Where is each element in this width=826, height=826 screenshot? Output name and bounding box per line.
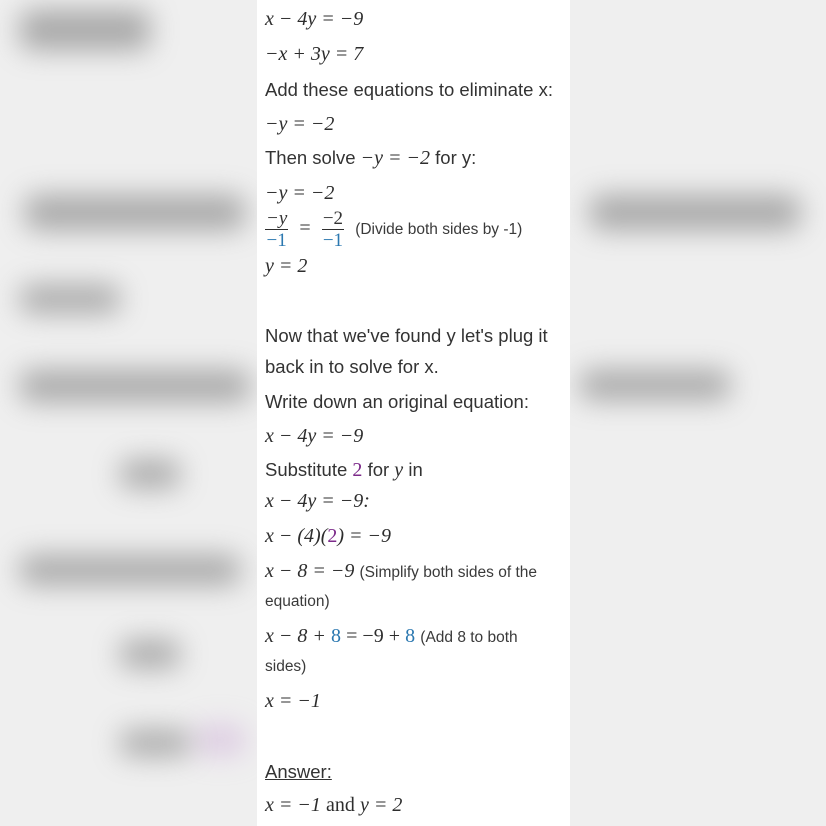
y-result: y = 2 xyxy=(265,255,308,277)
substituted-equation xyxy=(265,525,566,548)
x-result: x = −1 xyxy=(265,690,321,712)
substitute-value: 2 xyxy=(352,459,363,481)
fraction-step xyxy=(265,209,566,250)
left-numerator: −y xyxy=(266,208,288,229)
substitute-line xyxy=(265,459,566,482)
add-eight-value-1: 8 xyxy=(331,625,342,647)
right-numerator: −2 xyxy=(322,208,344,229)
substitute-variable: y xyxy=(394,459,404,481)
write-down-text: Write down an original equation: xyxy=(265,391,529,412)
sum-equation: −y = −2 xyxy=(265,113,335,135)
right-denominator: −1 xyxy=(322,230,344,251)
answer-y: y = 2 xyxy=(360,794,403,816)
substitute-in: in xyxy=(408,459,423,480)
substitute-for: for xyxy=(367,459,390,480)
add-eight-value-2: 8 xyxy=(405,625,416,647)
then-solve-line xyxy=(265,147,566,170)
substitute-word: Substitute xyxy=(265,459,348,480)
add-instruction: Add these equations to eliminate x: xyxy=(265,79,553,100)
divide-note: (Divide both sides by -1) xyxy=(355,220,523,238)
plug-text-2: back in to solve for x. xyxy=(265,356,439,377)
equation-1: x − 4y = −9 xyxy=(265,8,364,30)
left-denominator: −1 xyxy=(266,230,287,251)
left-fraction xyxy=(265,209,288,250)
final-answer xyxy=(265,794,566,817)
add-eight-part-c: = −9 + xyxy=(346,625,400,647)
answer-and: and xyxy=(326,794,355,816)
then-solve-equation: −y = −2 xyxy=(360,147,431,169)
answer-label: Answer: xyxy=(265,761,332,782)
simplify-note-2: equation) xyxy=(265,593,330,610)
add-eight-part-a: x − 8 + xyxy=(265,625,326,647)
then-solve-for: for y: xyxy=(435,147,477,168)
original-equation: x − 4y = −9 xyxy=(265,425,364,447)
add-eight-line xyxy=(265,625,566,648)
equation-2: −x + 3y = 7 xyxy=(265,43,364,65)
step-equation: −y = −2 xyxy=(265,182,335,204)
fraction-equals: = xyxy=(299,217,311,240)
then-solve-text: Then solve xyxy=(265,147,356,168)
simplify-line xyxy=(265,560,566,583)
solution-panel xyxy=(257,0,570,826)
answer-x: x = −1 xyxy=(265,794,321,816)
simplify-note-1: (Simplify both sides of the xyxy=(359,564,537,581)
substituted-part-a: x − (4)( xyxy=(265,525,328,547)
add-eight-note-2: sides) xyxy=(265,658,307,675)
simplified-equation: x − 8 = −9 xyxy=(265,560,355,582)
substitution-target-equation: x − 4y = −9: xyxy=(265,490,370,512)
substituted-part-b: ) = −9 xyxy=(337,525,392,547)
plug-text-1: Now that we've found y let's plug it xyxy=(265,325,548,346)
right-fraction xyxy=(322,209,344,250)
add-eight-note-1: (Add 8 to both xyxy=(420,629,518,646)
substituted-value: 2 xyxy=(327,525,338,547)
